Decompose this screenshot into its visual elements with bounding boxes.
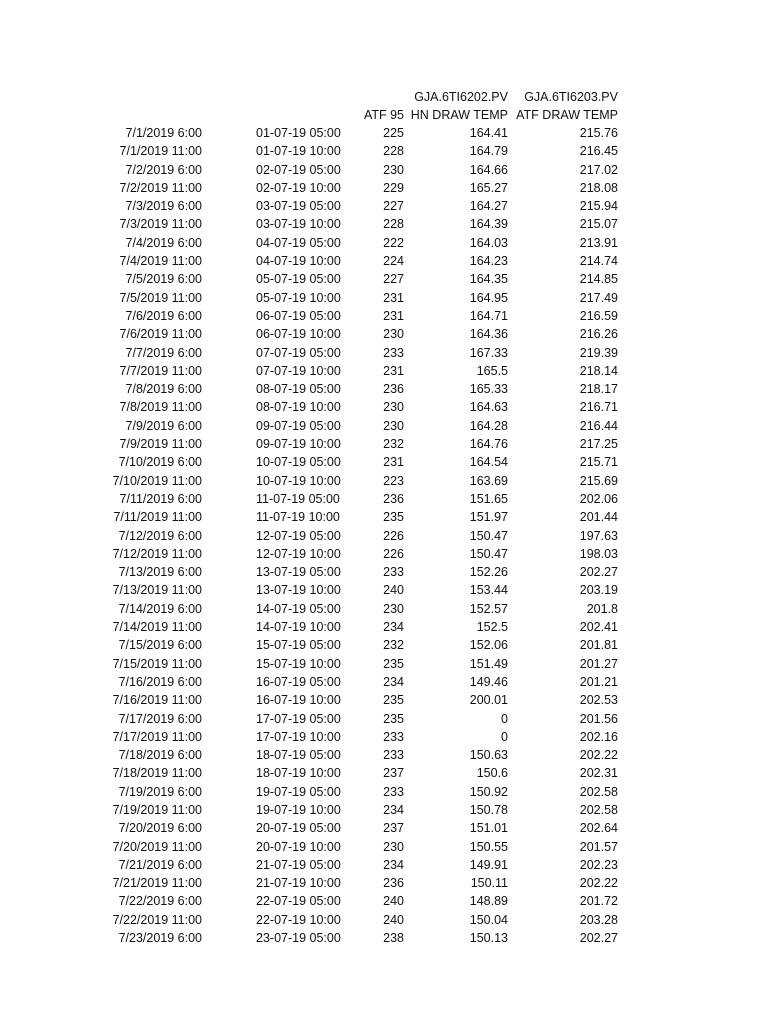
header-atf95: ATF 95	[363, 108, 404, 122]
hn-draw-temp-cell: 164.39	[469, 217, 508, 232]
hn-draw-temp-cell: 150.78	[469, 802, 508, 817]
hn-draw-temp-cell: 152.57	[469, 601, 508, 616]
timestamp-cell: 7/1/2019 11:00	[119, 144, 202, 159]
atf-draw-temp-cell: 216.45	[579, 144, 618, 159]
hn-draw-temp-cell: 151.65	[469, 491, 508, 506]
atf95-cell: 231	[383, 363, 404, 378]
atf-draw-temp-cell: 201.8	[586, 601, 618, 616]
atf-draw-temp-cell: 217.25	[579, 437, 618, 452]
atf95-cell: 230	[383, 418, 404, 433]
table-row	[0, 453, 768, 471]
table-row	[0, 838, 768, 856]
date-cell: 22-07-19 10:00	[256, 912, 341, 927]
date-cell: 16-07-19 05:00	[256, 674, 341, 689]
table-row	[0, 270, 768, 288]
table-row	[0, 508, 768, 526]
atf95-cell: 227	[383, 272, 404, 287]
atf-draw-temp-cell: 201.72	[579, 894, 618, 909]
date-cell: 06-07-19 05:00	[256, 308, 341, 323]
hn-draw-temp-cell: 164.41	[469, 126, 508, 140]
hn-draw-temp-cell: 150.11	[470, 876, 508, 891]
date-cell: 15-07-19 05:00	[256, 638, 341, 653]
timestamp-cell: 7/14/2019 6:00	[118, 601, 202, 616]
timestamp-cell: 7/12/2019 11:00	[112, 546, 202, 561]
timestamp-cell: 7/1/2019 6:00	[125, 126, 202, 140]
table-row	[0, 307, 768, 325]
timestamp-cell: 7/11/2019 6:00	[119, 491, 202, 506]
date-cell: 08-07-19 10:00	[256, 400, 341, 415]
hn-draw-temp-cell: 164.79	[469, 144, 508, 159]
atf95-cell: 230	[383, 601, 404, 616]
table-row	[0, 325, 768, 343]
table-row	[0, 636, 768, 654]
table-row	[0, 161, 768, 179]
hn-draw-temp-cell: 151.49	[469, 656, 508, 671]
table-row	[0, 398, 768, 416]
atf-draw-temp-cell: 216.44	[579, 418, 618, 433]
date-cell: 05-07-19 10:00	[256, 290, 341, 305]
table-row	[0, 527, 768, 545]
date-cell: 20-07-19 05:00	[256, 821, 341, 836]
atf95-cell: 225	[383, 126, 404, 140]
atf95-cell: 233	[383, 345, 404, 360]
date-cell: 18-07-19 10:00	[256, 766, 341, 781]
date-cell: 12-07-19 05:00	[256, 528, 341, 543]
atf95-cell: 233	[383, 748, 404, 763]
atf95-cell: 226	[383, 528, 404, 543]
table-row	[0, 581, 768, 599]
atf-draw-temp-cell: 202.27	[579, 931, 618, 946]
header-tag-hn: GJA.6TI6202.PV	[414, 90, 508, 104]
data-table	[0, 124, 768, 947]
table-row	[0, 563, 768, 581]
table-row	[0, 801, 768, 819]
date-cell: 03-07-19 05:00	[256, 199, 341, 214]
hn-draw-temp-cell: 164.76	[469, 437, 508, 452]
date-cell: 13-07-19 05:00	[256, 565, 341, 580]
atf-draw-temp-cell: 215.76	[579, 126, 618, 140]
date-cell: 11-07-19 05:00	[256, 491, 340, 506]
hn-draw-temp-cell: 151.97	[469, 510, 508, 525]
atf-draw-temp-cell: 202.06	[579, 491, 618, 506]
atf95-cell: 240	[383, 583, 404, 598]
atf-draw-temp-cell: 198.03	[579, 546, 618, 561]
atf-draw-temp-cell: 202.58	[579, 802, 618, 817]
atf-draw-temp-cell: 203.28	[579, 912, 618, 927]
hn-draw-temp-cell: 150.63	[469, 748, 508, 763]
timestamp-cell: 7/2/2019 11:00	[119, 180, 202, 195]
date-cell: 05-07-19 05:00	[256, 272, 341, 287]
hn-draw-temp-cell: 164.71	[469, 308, 508, 323]
atf-draw-temp-cell: 201.27	[579, 656, 618, 671]
timestamp-cell: 7/3/2019 6:00	[125, 199, 202, 214]
atf-draw-temp-cell: 202.64	[579, 821, 618, 836]
atf-draw-temp-cell: 201.81	[579, 638, 618, 653]
atf95-cell: 231	[383, 290, 404, 305]
atf95-cell: 236	[383, 491, 404, 506]
date-cell: 19-07-19 05:00	[256, 784, 341, 799]
hn-draw-temp-cell: 150.47	[469, 528, 508, 543]
timestamp-cell: 7/22/2019 11:00	[112, 912, 202, 927]
table-row	[0, 417, 768, 435]
hn-draw-temp-cell: 164.54	[469, 455, 508, 470]
table-row	[0, 344, 768, 362]
table-row	[0, 472, 768, 490]
hn-draw-temp-cell: 164.03	[469, 235, 508, 250]
header-hn-draw-temp: HN DRAW TEMP	[410, 108, 508, 122]
atf-draw-temp-cell: 213.91	[579, 235, 618, 250]
hn-draw-temp-cell: 165.33	[469, 382, 508, 397]
hn-draw-temp-cell: 167.33	[469, 345, 508, 360]
timestamp-cell: 7/11/2019 11:00	[113, 510, 202, 525]
atf95-cell: 235	[383, 510, 404, 525]
hn-draw-temp-cell: 164.36	[469, 327, 508, 342]
date-cell: 22-07-19 05:00	[256, 894, 341, 909]
atf-draw-temp-cell: 202.23	[579, 857, 618, 872]
timestamp-cell: 7/9/2019 11:00	[119, 437, 202, 452]
date-cell: 06-07-19 10:00	[256, 327, 341, 342]
table-row	[0, 746, 768, 764]
atf-draw-temp-cell: 216.26	[579, 327, 618, 342]
hn-draw-temp-cell: 200.01	[469, 693, 508, 708]
timestamp-cell: 7/8/2019 6:00	[125, 382, 202, 397]
table-row	[0, 911, 768, 929]
atf-draw-temp-cell: 214.74	[579, 254, 618, 269]
atf-draw-temp-cell: 215.69	[579, 473, 618, 488]
hn-draw-temp-cell: 148.89	[469, 894, 508, 909]
hn-draw-temp-cell: 150.92	[469, 784, 508, 799]
table-row	[0, 252, 768, 270]
atf95-cell: 231	[383, 455, 404, 470]
atf-draw-temp-cell: 203.19	[579, 583, 618, 598]
atf-draw-temp-cell: 216.71	[579, 400, 618, 415]
hn-draw-temp-cell: 164.63	[469, 400, 508, 415]
timestamp-cell: 7/15/2019 11:00	[112, 656, 202, 671]
table-row	[0, 142, 768, 160]
hn-draw-temp-cell: 165.5	[476, 363, 508, 378]
table-row	[0, 728, 768, 746]
hn-draw-temp-cell: 165.27	[469, 180, 508, 195]
atf95-cell: 234	[383, 620, 404, 635]
table-row	[0, 710, 768, 728]
timestamp-cell: 7/21/2019 11:00	[112, 876, 202, 891]
atf-draw-temp-cell: 216.59	[579, 308, 618, 323]
table-row	[0, 673, 768, 691]
atf95-cell: 234	[383, 857, 404, 872]
date-cell: 21-07-19 05:00	[256, 857, 341, 872]
timestamp-cell: 7/7/2019 6:00	[125, 345, 202, 360]
date-cell: 10-07-19 10:00	[256, 473, 341, 488]
date-cell: 07-07-19 10:00	[256, 363, 341, 378]
hn-draw-temp-cell: 164.35	[469, 272, 508, 287]
atf-draw-temp-cell: 202.58	[579, 784, 618, 799]
date-cell: 01-07-19 05:00	[256, 126, 341, 140]
atf95-cell: 234	[383, 802, 404, 817]
atf-draw-temp-cell: 197.63	[579, 528, 618, 543]
timestamp-cell: 7/19/2019 6:00	[118, 784, 202, 799]
timestamp-cell: 7/22/2019 6:00	[118, 894, 202, 909]
atf95-cell: 233	[383, 729, 404, 744]
atf95-cell: 226	[383, 546, 404, 561]
timestamp-cell: 7/2/2019 6:00	[125, 162, 202, 177]
timestamp-cell: 7/13/2019 11:00	[112, 583, 202, 598]
table-row	[0, 856, 768, 874]
date-cell: 09-07-19 10:00	[256, 437, 341, 452]
hn-draw-temp-cell: 149.91	[469, 857, 508, 872]
table-row	[0, 362, 768, 380]
date-cell: 18-07-19 05:00	[256, 748, 341, 763]
timestamp-cell: 7/19/2019 11:00	[112, 802, 202, 817]
date-cell: 07-07-19 05:00	[256, 345, 341, 360]
hn-draw-temp-cell: 163.69	[469, 473, 508, 488]
atf-draw-temp-cell: 218.08	[579, 180, 618, 195]
date-cell: 17-07-19 05:00	[256, 711, 341, 726]
atf-draw-temp-cell: 215.07	[579, 217, 618, 232]
table-row	[0, 874, 768, 892]
atf95-cell: 237	[383, 766, 404, 781]
table-row	[0, 783, 768, 801]
hn-draw-temp-cell: 164.27	[469, 199, 508, 214]
atf95-cell: 227	[383, 199, 404, 214]
timestamp-cell: 7/4/2019 6:00	[125, 235, 202, 250]
atf95-cell: 237	[383, 821, 404, 836]
table-row	[0, 179, 768, 197]
atf95-cell: 230	[383, 839, 404, 854]
atf95-cell: 240	[383, 894, 404, 909]
timestamp-cell: 7/5/2019 6:00	[125, 272, 202, 287]
atf95-cell: 229	[383, 180, 404, 195]
date-cell: 23-07-19 05:00	[256, 931, 341, 946]
date-cell: 11-07-19 10:00	[256, 510, 340, 525]
hn-draw-temp-cell: 152.06	[469, 638, 508, 653]
table-row	[0, 819, 768, 837]
atf-draw-temp-cell: 202.41	[579, 620, 618, 635]
date-cell: 09-07-19 05:00	[256, 418, 341, 433]
atf-draw-temp-cell: 202.22	[579, 748, 618, 763]
date-cell: 01-07-19 10:00	[256, 144, 341, 159]
table-row	[0, 600, 768, 618]
table-row	[0, 124, 768, 142]
date-cell: 02-07-19 05:00	[256, 162, 341, 177]
atf95-cell: 238	[383, 931, 404, 946]
timestamp-cell: 7/6/2019 6:00	[125, 308, 202, 323]
atf-draw-temp-cell: 202.31	[579, 766, 618, 781]
date-cell: 14-07-19 10:00	[256, 620, 341, 635]
timestamp-cell: 7/6/2019 11:00	[119, 327, 202, 342]
table-row	[0, 289, 768, 307]
atf95-cell: 228	[383, 144, 404, 159]
atf95-cell: 232	[383, 437, 404, 452]
atf-draw-temp-cell: 217.02	[579, 162, 618, 177]
timestamp-cell: 7/15/2019 6:00	[118, 638, 202, 653]
timestamp-cell: 7/10/2019 11:00	[112, 473, 202, 488]
atf95-cell: 230	[383, 327, 404, 342]
date-cell: 21-07-19 10:00	[256, 876, 341, 891]
date-cell: 19-07-19 10:00	[256, 802, 341, 817]
table-row	[0, 929, 768, 947]
hn-draw-temp-cell: 151.01	[469, 821, 508, 836]
hn-draw-temp-cell: 153.44	[469, 583, 508, 598]
hn-draw-temp-cell: 152.5	[476, 620, 508, 635]
date-cell: 14-07-19 05:00	[256, 601, 341, 616]
atf-draw-temp-cell: 215.94	[579, 199, 618, 214]
hn-draw-temp-cell: 164.28	[469, 418, 508, 433]
hn-draw-temp-cell: 150.6	[476, 766, 508, 781]
hn-draw-temp-cell: 149.46	[469, 674, 508, 689]
hn-draw-temp-cell: 150.04	[469, 912, 508, 927]
hn-draw-temp-cell: 0	[501, 711, 508, 726]
atf95-cell: 233	[383, 565, 404, 580]
timestamp-cell: 7/17/2019 11:00	[112, 729, 202, 744]
atf95-cell: 235	[383, 656, 404, 671]
timestamp-cell: 7/12/2019 6:00	[118, 528, 202, 543]
hn-draw-temp-cell: 164.95	[469, 290, 508, 305]
timestamp-cell: 7/9/2019 6:00	[125, 418, 202, 433]
timestamp-cell: 7/5/2019 11:00	[119, 290, 202, 305]
atf-draw-temp-cell: 201.21	[579, 674, 618, 689]
table-row	[0, 655, 768, 673]
hn-draw-temp-cell: 164.23	[469, 254, 508, 269]
table-row	[0, 490, 768, 508]
table-row	[0, 234, 768, 252]
date-cell: 20-07-19 10:00	[256, 839, 341, 854]
timestamp-cell: 7/3/2019 11:00	[119, 217, 202, 232]
atf95-cell: 235	[383, 711, 404, 726]
atf95-cell: 234	[383, 674, 404, 689]
atf95-cell: 228	[383, 217, 404, 232]
atf95-cell: 230	[383, 162, 404, 177]
hn-draw-temp-cell: 152.26	[469, 565, 508, 580]
atf95-cell: 230	[383, 400, 404, 415]
table-row	[0, 545, 768, 563]
atf95-cell: 236	[383, 382, 404, 397]
date-cell: 04-07-19 05:00	[256, 235, 341, 250]
atf-draw-temp-cell: 202.16	[579, 729, 618, 744]
date-cell: 15-07-19 10:00	[256, 656, 341, 671]
atf-draw-temp-cell: 202.27	[579, 565, 618, 580]
atf-draw-temp-cell: 201.44	[579, 510, 618, 525]
table-row	[0, 197, 768, 215]
table-row	[0, 691, 768, 709]
header-atf-draw-temp: ATF DRAW TEMP	[516, 108, 618, 122]
atf95-cell: 240	[383, 912, 404, 927]
atf95-cell: 232	[383, 638, 404, 653]
timestamp-cell: 7/23/2019 6:00	[118, 931, 202, 946]
timestamp-cell: 7/14/2019 11:00	[112, 620, 202, 635]
timestamp-cell: 7/13/2019 6:00	[118, 565, 202, 580]
atf-draw-temp-cell: 218.14	[579, 363, 618, 378]
atf-draw-temp-cell: 215.71	[579, 455, 618, 470]
date-cell: 03-07-19 10:00	[256, 217, 341, 232]
date-cell: 02-07-19 10:00	[256, 180, 341, 195]
date-cell: 13-07-19 10:00	[256, 583, 341, 598]
atf95-cell: 224	[383, 254, 404, 269]
timestamp-cell: 7/18/2019 6:00	[118, 748, 202, 763]
timestamp-cell: 7/18/2019 11:00	[112, 766, 202, 781]
atf-draw-temp-cell: 202.53	[579, 693, 618, 708]
timestamp-cell: 7/10/2019 6:00	[118, 455, 202, 470]
header-tag-atf: GJA.6TI6203.PV	[524, 90, 618, 104]
date-cell: 08-07-19 05:00	[256, 382, 341, 397]
timestamp-cell: 7/4/2019 11:00	[119, 254, 202, 269]
timestamp-cell: 7/8/2019 11:00	[119, 400, 202, 415]
atf-draw-temp-cell: 218.17	[579, 382, 618, 397]
timestamp-cell: 7/20/2019 6:00	[118, 821, 202, 836]
atf-draw-temp-cell: 217.49	[579, 290, 618, 305]
atf-draw-temp-cell: 214.85	[579, 272, 618, 287]
hn-draw-temp-cell: 150.13	[469, 931, 508, 946]
table-row	[0, 618, 768, 636]
atf95-cell: 222	[383, 235, 404, 250]
hn-draw-temp-cell: 150.47	[469, 546, 508, 561]
table-row	[0, 215, 768, 233]
hn-draw-temp-cell: 164.66	[469, 162, 508, 177]
date-cell: 04-07-19 10:00	[256, 254, 341, 269]
atf-draw-temp-cell: 219.39	[579, 345, 618, 360]
table-row	[0, 435, 768, 453]
timestamp-cell: 7/17/2019 6:00	[118, 711, 202, 726]
timestamp-cell: 7/16/2019 6:00	[118, 674, 202, 689]
hn-draw-temp-cell: 0	[501, 729, 508, 744]
atf95-cell: 233	[383, 784, 404, 799]
timestamp-cell: 7/20/2019 11:00	[112, 839, 202, 854]
table-row	[0, 892, 768, 910]
atf-draw-temp-cell: 201.57	[579, 839, 618, 854]
timestamp-cell: 7/16/2019 11:00	[112, 693, 202, 708]
table-row	[0, 764, 768, 782]
atf95-cell: 231	[383, 308, 404, 323]
atf-draw-temp-cell: 201.56	[579, 711, 618, 726]
atf95-cell: 235	[383, 693, 404, 708]
timestamp-cell: 7/21/2019 6:00	[118, 857, 202, 872]
timestamp-cell: 7/7/2019 11:00	[119, 363, 202, 378]
date-cell: 17-07-19 10:00	[256, 729, 341, 744]
date-cell: 16-07-19 10:00	[256, 693, 341, 708]
atf-draw-temp-cell: 202.22	[579, 876, 618, 891]
table-row	[0, 380, 768, 398]
atf95-cell: 236	[383, 876, 404, 891]
date-cell: 10-07-19 05:00	[256, 455, 341, 470]
date-cell: 12-07-19 10:00	[256, 546, 341, 561]
hn-draw-temp-cell: 150.55	[469, 839, 508, 854]
atf95-cell: 223	[383, 473, 404, 488]
